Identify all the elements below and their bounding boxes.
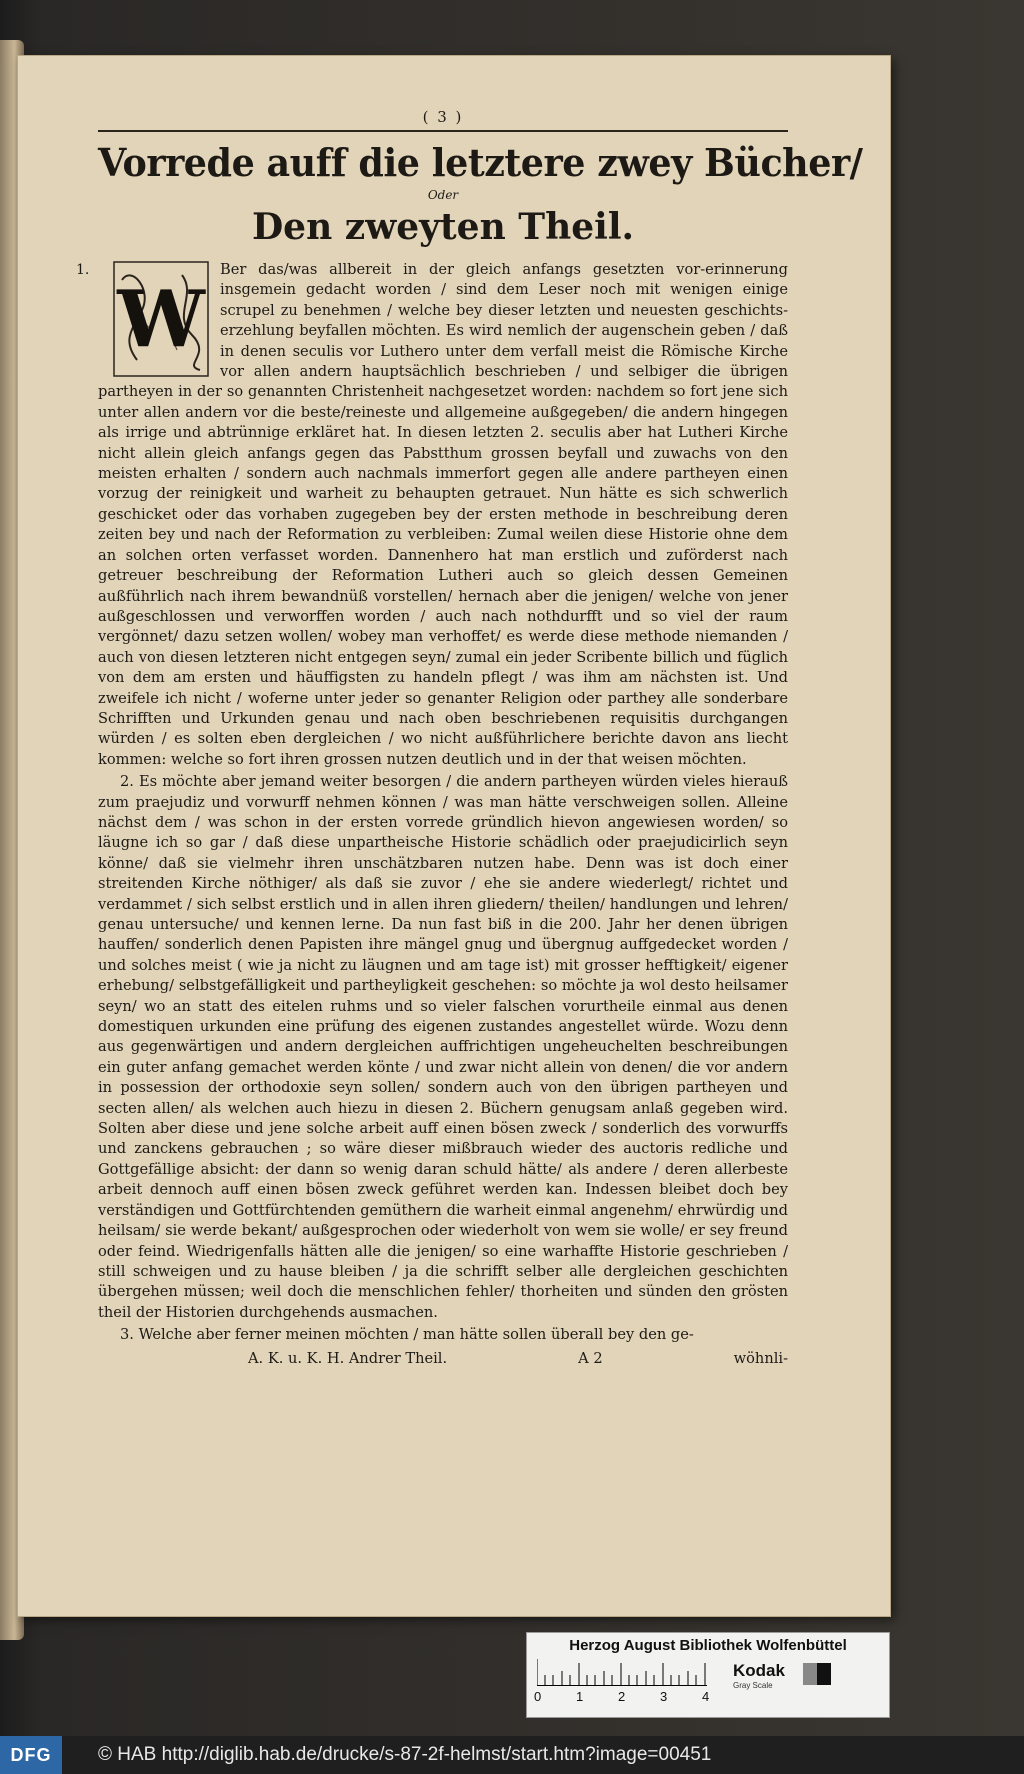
scale-number: 1 <box>576 1689 584 1704</box>
footer-bar <box>0 1736 1024 1774</box>
paragraph-1 <box>76 260 788 770</box>
decorated-initial <box>112 260 210 378</box>
kodak-sub-label: Gray Scale <box>733 1681 773 1690</box>
scale-number: 3 <box>660 1689 668 1704</box>
measure-scale <box>534 1659 737 1711</box>
scale-number: 0 <box>534 1689 542 1704</box>
footer-catchword: wöhnli- <box>733 1349 788 1367</box>
kodak-label: Kodak <box>733 1661 785 1680</box>
ornament-initial-icon <box>112 260 210 378</box>
book-page <box>18 56 890 1616</box>
dfg-logo: DFG <box>0 1736 62 1774</box>
page-footer <box>98 1350 788 1367</box>
library-name: Herzog August Bibliothek Wolfenbüttel <box>569 1637 847 1654</box>
footer-sheet-mark: A 2 <box>578 1349 603 1367</box>
page-number: ( 3 ) <box>422 108 464 126</box>
paragraph-number: 1. <box>76 262 90 278</box>
scale-number: 2 <box>618 1689 626 1704</box>
black-swatch <box>817 1663 831 1685</box>
paragraph-3: 3. Welche aber ferner meinen möchten / man hätte sollen überall bey den ge- <box>120 1326 694 1344</box>
page-subtitle: Den zweyten Theil. <box>251 206 635 248</box>
page-title: Vorrede auff die letztere zwey Bücher/ <box>98 140 863 185</box>
paragraph-1-text: Ber das/was allbereit in der gleich anfangs gesetzten vor-erinnerung insgemein gedacht worden / sind dem Leser noch mit wenigen einige scrupel zu benehmen / welche bey dieser letzten und neuesten geschichts-erzehlung beyfallen möchten. Es wird nemlich der augenschein geben / daß in denen seculis vor Luthero unter dem verfall meist die Römische Kirche vor allen andern hauptsächlich beschrieben / und selbiger die übrigen partheyen in der so genannten Christenheit nachgesetzet worden: nachdem so fort jene sich unter allen andern vor die beste/reineste und allgemeine außgegeben/ die andern hingegen als irrige und abtrünnige erkläret hat. In diesen letzten 2. seculis aber hat Lutheri Kirche nicht allein gleich anfangs gegen das Pabstthum grossen beyfall und zuwachs von den meisten erhalten / sondern auch nachmals immerfort gegen alle andere partheyen einen vorzug der reinigkeit und warheit zu behaupten getrauet. Nun hätte es sich schwerlich geschicket oder das vorhaben zugegeben bey der ersten methode in beschreibung deren zeiten bey und nach der Reformation zu verbleiben: Zumal weilen diese Historie ohne dem an solchen orten verfasset worden. Dannenhero hat man erstlich und zuförderst nach getreuer beschreibung der Reformation Lutheri auch so gleich dessen Gemeinen außführlich nach ihrem bewandnüß vorstellen/ hernach aber die jenigen/ welche von jener außgeschlossen und verworffen worden / auch nach nothdurfft und so viel der raum vergönnet/ dazu setzen wollen/ wobey man verhoffet/ es werde diese methode niemanden / auch von diesen letzteren nicht entgegen seyn/ zumal ein jeder Scribente billich und füglich von dem am ersten und häuffigsten zu handeln pflegt / was ihm am nächsten ist. Und zweifele ich nicht / woferne unter jeder so genanter Religion oder parthey alle sonderbare Schrifften und Urkunden genau und nach oben beschriebenen requisitis durchgangen würden / es solten eben dergleichen / wo nicht außführlichere berichte davon ans liecht kommen: welche so fort ihren grossen nutzen deutlich und in der that weisen möchten. <box>98 261 788 768</box>
title-oder: Oder <box>427 188 459 202</box>
initial-letter: W <box>117 274 205 365</box>
paragraph-2: 2. Es möchte aber jemand weiter besorgen / die andern partheyen würden vieles hierauß zum praejudiz und vorwurff nehmen können / was man hätte verschweigen sollen. Alleine nächst dem / was schon in der ersten vorrede gründlich hievon angewiesen worden/ so läugne ich so gar / daß diese unpartheische Historie schädlich oder praejudicirlich seyn könne/ daß sie vielmehr ihren unschätzbaren nutzen habe. Denn was ist doch einer streitenden Kirche nöthiger/ als daß sie zuvor / ehe sie andere wiederlegt/ richtet und verdammet / sich selbst erstlich und in allen ihren gliedern/ theilen/ handlungen und lehren/ genau untersuche/ und kennen lerne. Da nun fast biß in die 200. Jahr her denen übrigen hauffen/ sonderlich denen Papisten ihre mängel gnug und übergnug auffgedecket worden / und solches meist ( wie ja nicht zu läugnen und am tage ist) mit grosser hefftigkeit/ eigener erhebung/ selbstgefälligkeit und partheyligkeit geschehen: so möchte ja wol desto heilsamer seyn/ wo an statt des eitelen ruhms und so vieler falschen vorurtheile einmal aus denen domestiquen urkunden eine prüfung des eigenen zustandes angestellet würde. Wozu denn aus gegenwärtigen und andern dergleichen auffrichtigen ungeheuchelten beschreibungen ein guter anfang gemachet werden könte / und zwar nicht allein von denen/ die vor andern in possession der orthodoxie seyn sollen/ sondern auch von den übrigen partheyen und secten allen/ als welchen auch hiezu in diesen 2. Büchern genugsam anlaß gegeben wird. Solten aber diese und jene solche arbeit auff einen bösen zweck / sonderlich des vorwurffs und zanckens gebrauchen ; so wäre dieser mißbrauch wieder des auctoris redliche und Gottgefällige absicht: der dann so wenig daran schuld hätte/ als andere / deren allerbeste arbeit dennoch auff einen bösen zweck geführet werden kan. Indessen bleibet doch bey verständigen und Gottfürchtenden gemüthern die warheit einmal angenehm/ ehrwürdig und heilsam/ sie werde bekant/ außgesprochen oder wiederholt von wem sie wolle/ er sey freund oder feind. Wiedrigenfalls hätten alle die jenigen/ so eine warhaffte Historie geschrieben / still schweigen und zu hause bleiben / ja die schrifft selber alle dergleichen geschichten übergehen müssen; weil doch die menschlichen fehler/ thorheiten und sünden den grösten theil der Historien durchgehends ausmachen. <box>98 773 788 1321</box>
copyright-link[interactable]: © HAB http://diglib.hab.de/drucke/s-87-2f-helmst/start.htm?image=00451 <box>98 1744 712 1765</box>
color-target-card <box>526 1632 890 1718</box>
ruler-ticks-icon <box>537 1659 707 1686</box>
header-rule <box>98 130 788 132</box>
scale-number: 4 <box>702 1689 710 1704</box>
footer-signature: A. K. u. K. H. Andrer Theil. <box>248 1349 448 1367</box>
gray-swatch <box>803 1663 817 1685</box>
page-content <box>76 108 863 1367</box>
